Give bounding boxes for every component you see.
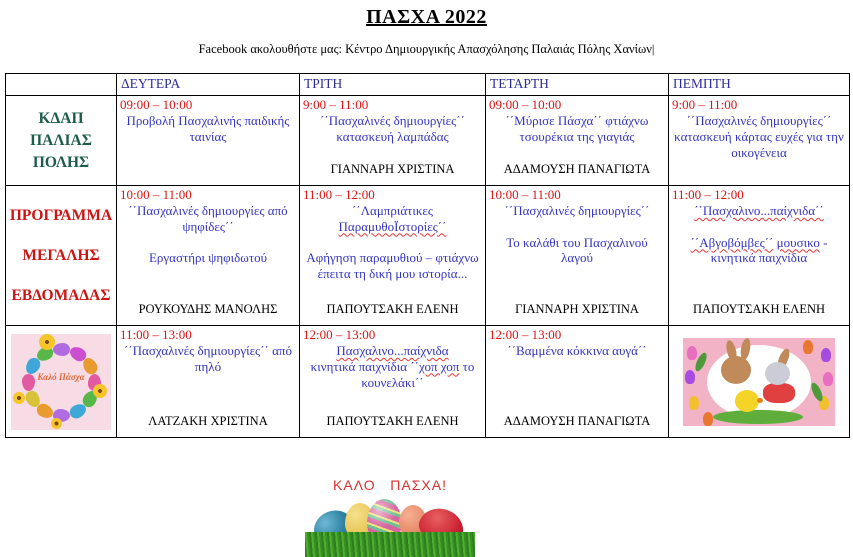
activity-text xyxy=(120,203,296,266)
cell-thursday-row1 xyxy=(669,96,850,186)
instructor-name: ΓΙΑΝΝΑΡΗ ΧΡΙΣΤΙΝΑ xyxy=(515,301,639,316)
time-range: 12:00 – 13:00 xyxy=(489,327,562,342)
time-range: 10:00 – 11:00 xyxy=(120,187,192,202)
wreath-art xyxy=(11,334,111,430)
activity-line xyxy=(489,219,665,235)
easter-schedule-table xyxy=(5,73,850,438)
time-range: 10:00 – 11:00 xyxy=(489,187,561,202)
activity-line: Πασχαλινο...παίχνιδα xyxy=(336,342,449,358)
activity-line xyxy=(672,219,846,235)
instructor-name: ΓΙΑΝΝΑΡΗ ΧΡΙΣΤΙΝΑ xyxy=(330,161,455,176)
time-range: 11:00 – 12:00 xyxy=(672,187,744,202)
grey-bunny xyxy=(765,362,790,385)
activity-line xyxy=(120,235,296,251)
activity-line: Εργαστήρι ψηφιδωτού xyxy=(148,250,268,266)
activity-text xyxy=(120,113,296,145)
activity-text xyxy=(303,113,482,145)
cell-thursday-row2 xyxy=(669,186,850,326)
easter-bunnies-image xyxy=(669,326,850,438)
activity-text xyxy=(672,203,846,266)
cell-tuesday-row3 xyxy=(300,326,486,438)
flower-shape xyxy=(93,384,107,398)
activity-line xyxy=(303,235,482,251)
cell-tuesday-row2 xyxy=(300,186,486,326)
chick-beak xyxy=(757,398,763,403)
activity-line: ΄΄Μύρισε Πάσχα΄΄ φτιάχνω τσουρέκια της γιαγιάς xyxy=(505,112,649,144)
instructor-name: ΠΑΠΟΥΤΣΑΚΗ ΕΛΕΝΗ xyxy=(326,413,459,428)
activity-text xyxy=(303,343,482,391)
instructor-name: ΠΑΠΟΥΤΣΑΚΗ ΕΛΕΝΗ xyxy=(692,301,826,316)
activity-line: Αφήγηση παραμυθιού – φτιάχνω έπειτα τη δική μου ιστορία... xyxy=(306,250,479,282)
activity-line: ΄΄Πασχαλινές δημιουργίες΄΄ από πηλό xyxy=(124,342,292,374)
activity-text xyxy=(489,203,665,266)
cell-monday-row3 xyxy=(117,326,300,438)
flower-shape xyxy=(51,418,62,429)
wreath-caption: Καλό Πάσχα xyxy=(37,371,85,382)
time-range: 9:00 – 11:00 xyxy=(672,97,738,112)
activity-line: κινητικά παιχνίδια ΄΄χοπ χοπ το κουνελάκι΄΄ xyxy=(310,358,475,390)
activity-line: ΄΄Βαμμένα κόκκινα αυγά΄΄ xyxy=(507,342,647,358)
flower-shape xyxy=(39,334,55,350)
brown-bunny xyxy=(721,356,751,384)
activity-line: Προβολή Πασχαλινής παιδικής ταινίας xyxy=(126,112,290,144)
day-header-monday: ΔΕΥΤΕΡΑ xyxy=(117,74,300,96)
cell-wednesday-row2 xyxy=(486,186,669,326)
activity-line: ΄΄Αβγοβόμβες΄΄ μουσικο - κινητικά παιχνίδια xyxy=(690,234,828,266)
time-range: 9:00 – 11:00 xyxy=(303,97,369,112)
row-label-kdap-palias-polis: ΚΔΑΠ ΠΑΛΙΑΣ ΠΟΛΗΣ xyxy=(6,96,117,186)
row-label-program-megalis-evdomadas: ΠΡΟΓΡΑΜΜΑ ΜΕΓΑΛΗΣ ΕΒΔΟΜΑΔΑΣ xyxy=(6,186,117,326)
time-range: 12:00 – 13:00 xyxy=(303,327,376,342)
activity-text xyxy=(120,343,296,375)
activity-text xyxy=(303,203,482,282)
day-header-tuesday: ΤΡΙΤΗ xyxy=(300,74,486,96)
bunnies-art xyxy=(683,338,835,426)
cell-wednesday-row3 xyxy=(486,326,669,438)
corner-cell xyxy=(6,74,117,96)
bunny-shirt xyxy=(763,383,795,403)
activity-line: ΄΄Πασχαλινο...παίχνιδα΄΄ xyxy=(694,202,824,218)
activity-line: ΠαραμυθοΪστορίες΄΄ xyxy=(338,218,447,234)
chick xyxy=(735,390,759,412)
day-header-wednesday: ΤΕΤΑΡΤΗ xyxy=(486,74,669,96)
time-range: 09:00 – 10:00 xyxy=(120,97,193,112)
instructor-name xyxy=(120,177,296,182)
activity-line: Το καλάθι του Πασχαλινού λαγού xyxy=(506,234,648,266)
easter-eggs-grass-image xyxy=(305,497,475,557)
time-range: 09:00 – 10:00 xyxy=(489,97,562,112)
time-range: 11:00 – 12:00 xyxy=(303,187,375,202)
kalo-pascha-greeting: ΚΑΛΟ ΠΑΣΧΑ! xyxy=(333,477,447,493)
instructor-name: ΠΑΠΟΥΤΣΑΚΗ ΕΛΕΝΗ xyxy=(326,301,459,316)
grass-strip xyxy=(305,532,475,557)
page-title: ΠΑΣΧΑ 2022 xyxy=(366,6,487,28)
activity-line: ΄΄Πασχαλινές δημιουργίες΄΄ κατασκευή λαμπάδας xyxy=(320,112,465,144)
instructor-name: ΡΟΥΚΟΥΔΗΣ ΜΑΝΟΛΗΣ xyxy=(138,301,278,316)
activity-line: ΄΄Πασχαλινές δημιουργίες από ψηφίδες΄΄ xyxy=(128,202,288,234)
instructor-name: ΛΑΤΖΑΚΗ ΧΡΙΣΤΙΝΑ xyxy=(148,413,268,428)
instructor-name: ΑΔΑΜΟΥΣΗ ΠΑΝΑΓΙΩΤΑ xyxy=(503,413,651,428)
activity-text xyxy=(672,113,846,161)
instructor-name xyxy=(672,177,846,182)
activity-line: ΄΄Πασχαλινές δημιουργίες΄΄ κατασκευή κάρτας ευχές για την οικογένεια xyxy=(674,112,844,160)
flower-shape xyxy=(13,392,25,404)
activity-text xyxy=(489,113,665,145)
activity-text xyxy=(489,343,665,359)
cell-wednesday-row1 xyxy=(486,96,669,186)
time-range: 11:00 – 13:00 xyxy=(120,327,192,342)
cell-monday-row1 xyxy=(117,96,300,186)
activity-line: ΄΄Λαμπριάτικες xyxy=(351,202,434,218)
cell-tuesday-row1 xyxy=(300,96,486,186)
easter-egg-wreath-image xyxy=(6,326,117,438)
day-header-thursday: ΠΕΜΠΤΗ xyxy=(669,74,850,96)
activity-line: ΄΄Πασχαλινές δημιουργίες΄΄ xyxy=(504,202,650,218)
cell-monday-row2 xyxy=(117,186,300,326)
facebook-follow-line: Facebook ακολουθήστε μας: Κέντρο Δημιουργικής Απασχόλησης Παλαιάς Πόλης Χανίων| xyxy=(198,42,655,56)
instructor-name: ΑΔΑΜΟΥΣΗ ΠΑΝΑΓΙΩΤΑ xyxy=(503,161,651,176)
